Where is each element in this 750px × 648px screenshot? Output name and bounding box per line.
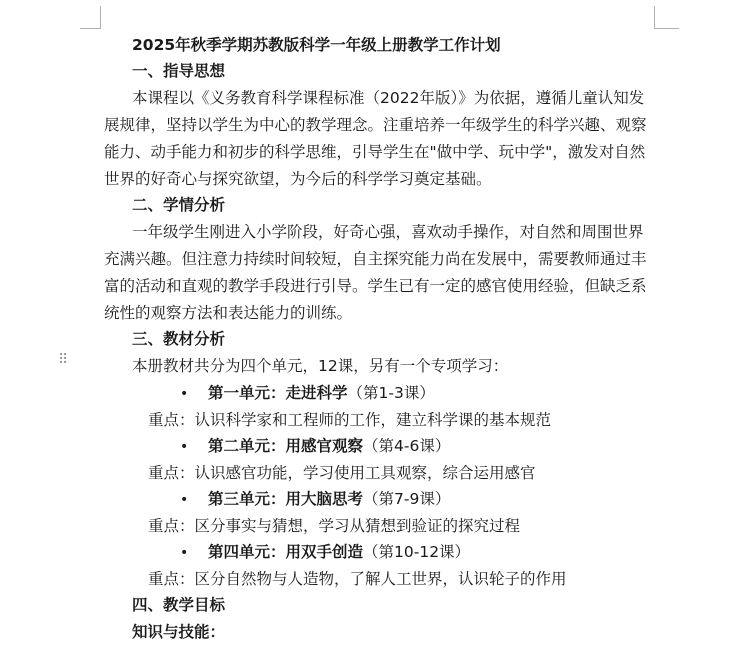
- unit-lessons: （第10-12课）: [363, 543, 471, 561]
- section-heading-teaching-goals: 四、教学目标: [132, 596, 226, 614]
- paragraph-line: 富的活动和直观的教学手段进行引导。学生已有一定的感官使用经验，但缺乏系: [104, 277, 647, 295]
- unit-lessons: （第1-3课）: [347, 384, 435, 402]
- unit-list-item: [180, 539, 470, 565]
- unit-name: 第三单元：用大脑思考: [208, 490, 364, 508]
- bullet-icon: •: [180, 545, 189, 561]
- unit-focus: 重点：区分自然物与人造物，了解人工世界，认识轮子的作用: [148, 570, 567, 588]
- paragraph-line: 充满兴趣。但注意力持续时间较短，自主探究能力尚在发展中，需要教师通过丰: [104, 250, 647, 268]
- section-heading-guiding-idea: 一、指导思想: [132, 62, 226, 80]
- drag-handle-icon[interactable]: ⠿: [58, 352, 68, 368]
- unit-focus: 重点：认识感官功能，学习使用工具观察，综合运用感官: [148, 464, 536, 482]
- document-title: 2025年秋季学期苏教版科学一年级上册教学工作计划: [132, 36, 501, 54]
- unit-name: 第四单元：用双手创造: [208, 543, 364, 561]
- unit-list-item: [180, 380, 435, 406]
- bullet-icon: •: [180, 439, 189, 455]
- unit-list-item: [180, 433, 450, 459]
- unit-lessons: （第7-9课）: [363, 490, 451, 508]
- bullet-icon: •: [180, 386, 189, 402]
- paragraph-line: 展规律，坚持以学生为中心的教学理念。注重培养一年级学生的科学兴趣、观察: [104, 116, 647, 134]
- unit-list-item: [180, 486, 450, 512]
- paragraph-line: 本册教材共分为四个单元，12课，另有一个专项学习：: [132, 357, 509, 375]
- section-heading-student-analysis: 二、学情分析: [132, 196, 226, 214]
- subheading-knowledge-skills: 知识与技能：: [132, 623, 226, 641]
- unit-lessons: （第4-6课）: [363, 437, 451, 455]
- unit-focus: 重点：区分事实与猜想，学习从猜想到验证的探究过程: [148, 517, 521, 535]
- crop-mark-top-right: [654, 6, 679, 29]
- unit-name: 第一单元：走进科学: [208, 384, 348, 402]
- unit-name: 第二单元：用感官观察: [208, 437, 364, 455]
- crop-mark-top-left: [80, 6, 101, 29]
- paragraph-line: 统性的观察方法和表达能力的训练。: [104, 304, 353, 322]
- paragraph-line: 能力、动手能力和初步的科学思维，引导学生在"做中学、玩中学"，激发对自然: [104, 143, 646, 161]
- paragraph-line: 一年级学生刚进入小学阶段，好奇心强，喜欢动手操作，对自然和周围世界: [132, 223, 644, 241]
- unit-focus: 重点：认识科学家和工程师的工作，建立科学课的基本规范: [148, 411, 552, 429]
- paragraph-line: 世界的好奇心与探究欲望，为今后的科学学习奠定基础。: [104, 170, 492, 188]
- bullet-icon: •: [180, 492, 189, 508]
- section-heading-textbook-analysis: 三、教材分析: [132, 330, 226, 348]
- paragraph-line: 本课程以《义务教育科学课程标准（2022年版）》为依据，遵循儿童认知发: [132, 89, 645, 107]
